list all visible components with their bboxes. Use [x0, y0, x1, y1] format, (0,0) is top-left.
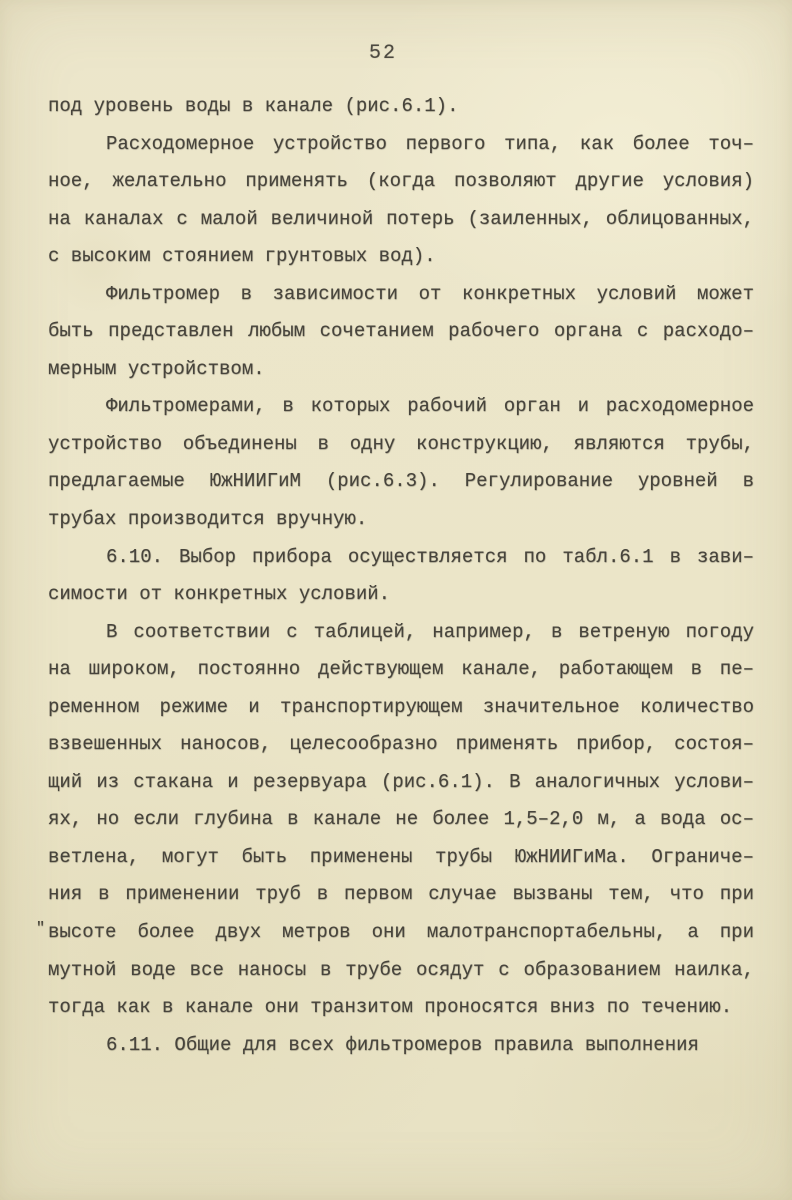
text-line: мерным устройством.	[48, 357, 265, 380]
text-line: ременном режиме и транспортирующем значительное количество	[48, 695, 754, 718]
text-line: ветлена, могут быть применены трубы ЮжНИИГиМа. Ограниче–	[48, 845, 754, 868]
text-line: мутной воде все наносы в трубе осядут с образованием наилка,	[48, 958, 754, 981]
text-line: Фильтромерами, в которых рабочий орган и расходомерное	[106, 395, 754, 418]
margin-correction-mark: "	[36, 920, 46, 938]
text-line: " высоте более двух метров они малотранспортабельны, а при	[48, 914, 754, 952]
text-line: трубах производится вручную.	[48, 508, 368, 531]
text-line: щий из стакана и резервуара (рис.6.1). В аналогичных услови–	[48, 770, 754, 793]
text-line: с высоким стоянием грунтовых вод).	[48, 245, 436, 268]
text-line: на широком, постоянно действующем канале, работающем в пе–	[48, 658, 754, 681]
text-line: ное, желательно применять (когда позволяют другие условия)	[48, 170, 754, 193]
text-line: Расходомерное устройство первого типа, как более точ–	[106, 132, 754, 155]
text-line: Фильтромер в зависимости от конкретных условий может	[106, 282, 754, 305]
text-line: симости от конкретных условий.	[48, 583, 391, 606]
text-line: В соответствии с таблицей, например, в ветреную погоду	[106, 620, 754, 643]
text-line: предлагаемые ЮжНИИГиМ (рис.6.3). Регулирование уровней в	[48, 470, 754, 493]
page-number: 52	[368, 42, 397, 65]
text-line: на каналах с малой величиной потерь (заиленных, облицованных,	[48, 207, 754, 230]
text-line: устройство объединены в одну конструкцию, являются трубы,	[48, 432, 754, 455]
text-line: быть представлен любым сочетанием рабочего органа с расходо–	[48, 320, 754, 343]
text-line: 6.10. Выбор прибора осуществляется по табл.6.1 в зави–	[106, 545, 754, 568]
text-line: тогда как в канале они транзитом проносятся вниз по течению.	[48, 996, 733, 1019]
text-line: взвешенных наносов, целесообразно применять прибор, состоя–	[48, 733, 754, 756]
text-line: ния в применении труб в первом случае вызваны тем, что при	[48, 883, 754, 906]
text-line: ях, но если глубина в канале не более 1,5–2,0 м, а вода ос–	[48, 808, 754, 831]
text-line: под уровень воды в канале (рис.6.1).	[48, 95, 459, 117]
text-line: 6.11. Общие для всех фильтромеров правила выполнения	[106, 1033, 699, 1056]
text-block	[36, 88, 754, 1064]
